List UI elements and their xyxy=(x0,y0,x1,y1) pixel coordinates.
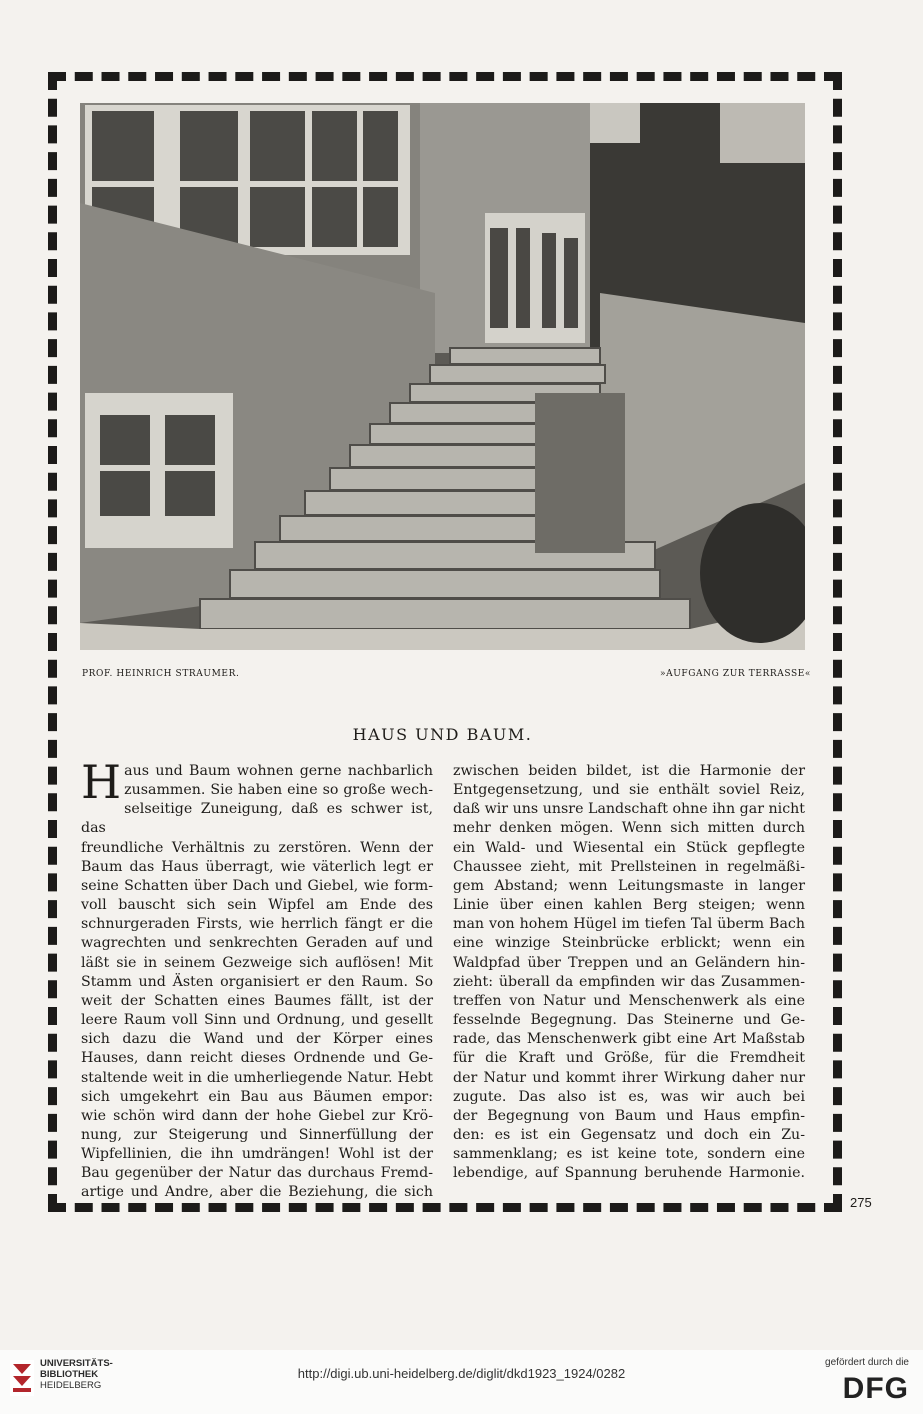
text-line: zwischen beiden bildet, ist die Harmonie der xyxy=(453,763,805,779)
text-line: Hauses, dann reicht dieses Ordnende und Ge- xyxy=(81,1050,433,1067)
text-line: voll bauscht sich sein Wipfel am Ende des xyxy=(81,897,433,914)
text-line: mehr denken mögen. Wenn sich mitten durch xyxy=(453,820,805,837)
text-line: Waldpfad über Treppen und an Geländern hin- xyxy=(453,954,805,971)
text-line: fesselnde Begegnung. Das Steinerne und Ge- xyxy=(453,1012,805,1029)
funding-note: gefördert durch die xyxy=(825,1357,909,1368)
text-line: den: es ist ein Gegensatz und doch ein Zu- xyxy=(453,1126,805,1143)
text-line: zusammen. Sie haben eine so große wech- xyxy=(124,782,433,799)
article-column-right xyxy=(453,762,805,1183)
photo-credit: PROF. HEINRICH STRAUMER. xyxy=(82,669,240,679)
text-line: der Natur und kommt ihrer Wirkung daher nur xyxy=(453,1069,805,1086)
text-line: wie schön wird dann der hohe Giebel zur Krö- xyxy=(81,1107,433,1124)
text-line: seine Schatten über Dach und Giebel, wie form- xyxy=(81,877,433,894)
text-line: Bau gegenüber der Natur das durchaus Fremd- xyxy=(81,1165,433,1182)
text-line: selseitige Zuneigung, daß es schwer ist, das xyxy=(81,801,433,837)
library-name-line3: HEIDELBERG xyxy=(40,1380,102,1391)
source-url[interactable]: http://digi.ub.uni-heidelberg.de/diglit/dkd1923_1924/0282 xyxy=(297,1366,626,1381)
text-line: freundliche Verhältnis zu zerstören. Wenn der xyxy=(81,839,433,856)
library-name-line1: UNIVERSITÄTS- xyxy=(40,1358,113,1369)
text-line: sich dazu die Wand und der Körper eines xyxy=(81,1031,433,1048)
text-line: aus und Baum wohnen gerne nachbarlich xyxy=(124,763,433,779)
text-line: staltende weit in die umherliegende Natur. Hebt xyxy=(81,1069,433,1086)
text-line: man von hohem Hügel im tiefen Tal überm Bach xyxy=(453,916,805,933)
footer-bar xyxy=(0,1350,923,1414)
text-line: Wipfellinien, die ihn umdrängen! Wohl ist der xyxy=(81,1146,433,1163)
text-line: lebendige, auf Spannung beruhende Harmonie. xyxy=(453,1165,805,1182)
text-line: ein Wald- und Wiesental ein Stück gepflegte xyxy=(453,839,805,856)
text-line: daß wir uns unsre Landschaft ohne ihn gar nicht xyxy=(453,801,805,818)
text-line: sich umgekehrt ein Bau aus Bäumen empor: xyxy=(81,1088,433,1105)
article-column-left xyxy=(81,755,433,1203)
text-line: treffen von Natur und Menschenwerk als eine xyxy=(453,992,805,1009)
text-line: leere Raum voll Sinn und Ordnung, und gesellt xyxy=(81,1012,433,1029)
text-line: rade, das Menschenwerk gibt eine Art Maßstab xyxy=(453,1031,805,1048)
library-name-line2: BIBLIOTHEK xyxy=(40,1369,99,1380)
text-line: wagrechten und senkrechten Geraden auf und xyxy=(81,935,433,952)
article-title: HAUS UND BAUM. xyxy=(352,725,533,744)
text-line: artige und Andre, aber die Beziehung, die sich xyxy=(81,1184,433,1201)
text-line: nung, zur Steigerung und Sinnerfüllung der xyxy=(81,1126,433,1143)
photograph-staircase xyxy=(80,103,805,650)
photo-caption: »AUFGANG ZUR TERRASSE« xyxy=(660,669,811,679)
text-line: Linie über einen kahlen Berg steigen; wenn xyxy=(453,897,805,914)
drop-cap: H xyxy=(81,755,122,809)
page-number: 275 xyxy=(850,1195,872,1210)
text-line: zieht: überall da empfinden wir das Zusammen- xyxy=(453,973,805,990)
dfg-logo[interactable]: DFG xyxy=(842,1372,909,1405)
text-line: sammenklang; es ist keine tote, sondern eine xyxy=(453,1146,805,1163)
text-line: für die Kraft und Größe, für die Fremdheit xyxy=(453,1050,805,1067)
text-line: Baum das Haus überragt, wie väterlich legt er xyxy=(81,858,433,875)
text-line: weit der Schatten eines Baumes fällt, ist der xyxy=(81,992,433,1009)
text-line: Chaussee zieht, mit Prellsteinen in regelmäßi- xyxy=(453,858,805,875)
text-line: Stamm und Ästen organisiert er den Raum. So xyxy=(81,973,433,990)
text-line: schnurgeraden Firsts, wie herrlich fängt er die xyxy=(81,916,433,933)
text-line: zugute. Das also ist es, was wir auch bei xyxy=(453,1088,805,1105)
text-line: Entgegensetzung, und sie enthält soviel Reiz, xyxy=(453,782,805,799)
text-line: gem Abstand; wenn Leitungsmaste in langer xyxy=(453,877,805,894)
text-line: eine winzige Steinbrücke erblickt; wenn ein xyxy=(453,935,805,952)
text-line: der Begegnung von Baum und Haus empfin- xyxy=(453,1107,805,1124)
text-line: läßt sie in seinem Gezweige sich auflösen! Mit xyxy=(81,954,433,971)
